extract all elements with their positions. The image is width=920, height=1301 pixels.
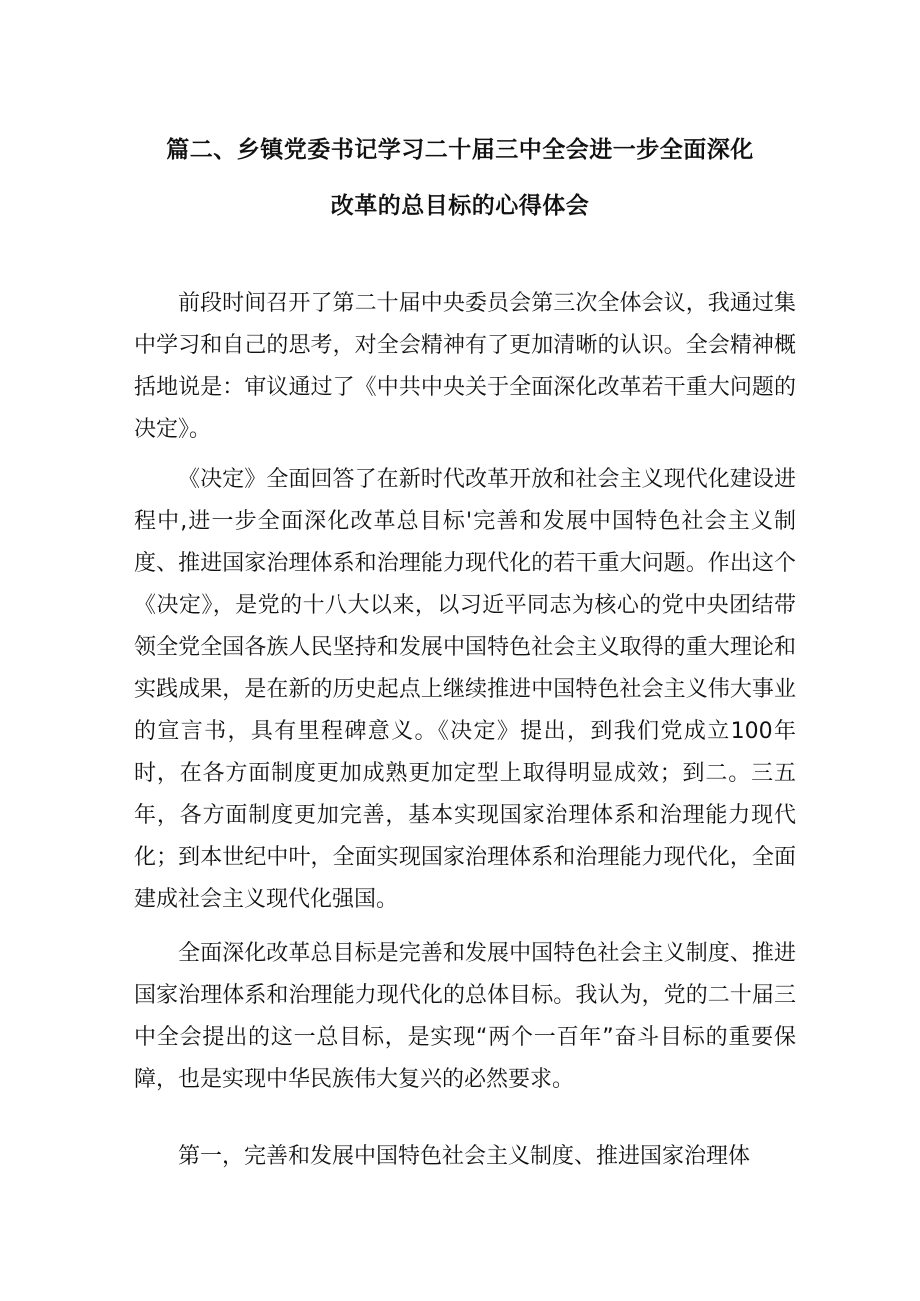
body-paragraph-2: 《决定》全面回答了在新时代改革开放和社会主义现代化建设进程中,进一步全面深化改革总目标'完善和发展中国特色社会主义制度、推进国家治理体系和治理能力现代化的若干重大问题。作出这个《决定》，是党的十八大以来，以习近平同志为核心的党中央团结带领全党全国各族人民坚持和发展中国特色社会主义取得的重大理论和实践成果，是在新的历史起点上继续推进中国特色社会主义伟大事业的宣言书，具有里程碑意义。《决定》提出，到我们党成立100年时，在各方面制度更加成熟更加定型上取得明显成效；到二。三五年，各方面制度更加完善，基本实现国家治理体系和治理能力现代化；到本世纪中叶，全面实现国家治理体系和治理能力现代化，全面建成社会主义现代化强国。	[134, 467, 796, 912]
body-paragraph-1: 前段时间召开了第二十届中央委员会第三次全体会议，我通过集中学习和自己的思考，对全会精神有了更加清晰的认识。全会精神概括地说是：审议通过了《中共中央关于全面深化改革若干重大问题的决定》。	[134, 291, 796, 442]
document-title	[0, 122, 920, 234]
body-paragraph-3: 全面深化改革总目标是完善和发展中国特色社会主义制度、推进国家治理体系和治理能力现代化的总体目标。我认为，党的二十届三中全会提出的这一总目标，是实现“两个一百年”奋斗目标的重要保障，也是实现中华民族伟大复兴的必然要求。	[134, 941, 796, 1092]
title-line-2: 改革的总目标的心得体会	[330, 193, 590, 219]
title-line-1: 篇二、乡镇党委书记学习二十届三中全会进一步全面深化	[166, 137, 754, 163]
body-paragraph-4: 第一，完善和发展中国特色社会主义制度、推进国家治理体	[178, 1144, 751, 1169]
